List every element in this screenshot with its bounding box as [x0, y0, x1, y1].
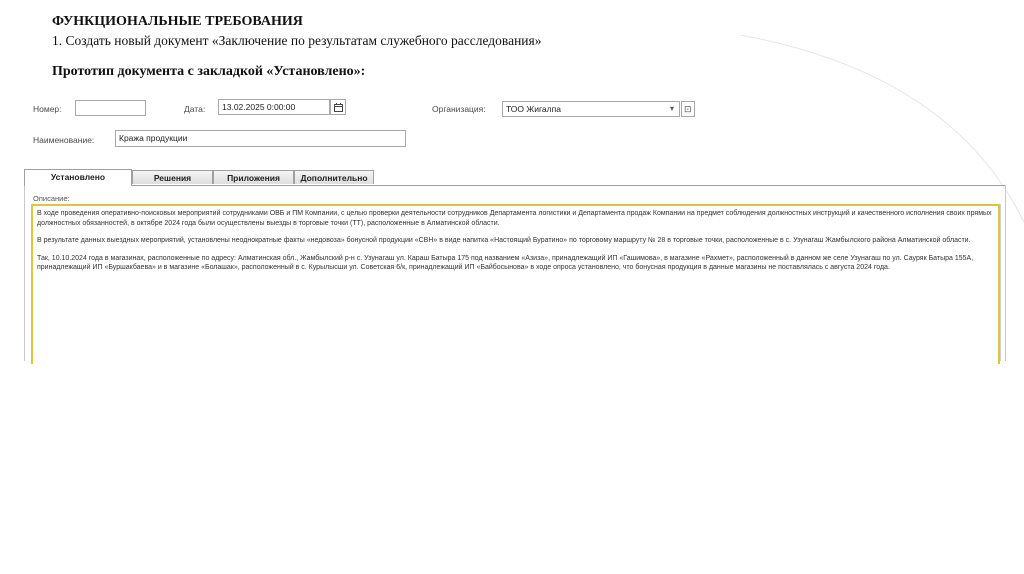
chevron-down-icon[interactable]: ▾: [669, 104, 674, 113]
slide-subheading: Прототип документа с закладкой «Установлено»:: [52, 64, 366, 79]
date-field[interactable]: 13.02.2025 0:00:00: [218, 99, 330, 115]
number-label: Номер:: [33, 104, 62, 114]
name-field[interactable]: Кража продукции: [115, 130, 406, 147]
organization-value: ТОО Жигалпа: [506, 104, 561, 114]
tab-additional[interactable]: Дополнительно: [294, 170, 374, 184]
date-label: Дата:: [184, 104, 206, 114]
tab-decisions[interactable]: Решения: [132, 170, 213, 184]
tab-established[interactable]: Установлено: [24, 169, 132, 186]
description-paragraph: В ходе проведения оперативно-поисковых мероприятий сотрудниками ОВБ и ПМ Компании, с целью проверки деятельности сотрудников Департамента логистики и Департамента продаж Компании на предмет соблюдения должностных инструкций и качественного исполнения своих прямых должностных обязанностей, в октябре 2024 года были осуществлены выезды в торговые точки (ТТ), расположенные в Алматинской области.: [37, 210, 992, 227]
slide-heading: ФУНКЦИОНАЛЬНЫЕ ТРЕБОВАНИЯ: [52, 14, 303, 29]
tab-attachments[interactable]: Приложения: [213, 170, 294, 184]
open-link-icon: ⊡: [684, 104, 692, 114]
tab-bar: [24, 169, 1006, 186]
calendar-icon: [334, 102, 343, 116]
description-label: Описание:: [33, 194, 70, 203]
organization-label: Организация:: [432, 104, 486, 114]
calendar-button[interactable]: [330, 99, 346, 115]
name-label: Наименование:: [33, 135, 95, 145]
description-textarea[interactable]: [31, 204, 1000, 364]
number-field[interactable]: [75, 100, 146, 116]
vertical-scrollbar[interactable]: [1000, 204, 1007, 361]
organization-field[interactable]: [502, 101, 680, 117]
description-paragraph: В результате данных выездных мероприятий, установлены неоднократные факты «недовоза» бонусной продукции «СВН» в виде напитка «Настоящий Буратино» по торговому маршруту № 28 в торговые точки, расположенные в с. Узунагаш Жамбылского района Алматинской области.: [37, 237, 971, 244]
slide-item: 1. Создать новый документ «Заключение по результатам служебного расследования»: [52, 33, 542, 48]
description-paragraph: Так, 10.10.2024 года в магазинах, расположенные по адресу: Алматинская обл., Жамбылский р-н с. Узунагаш ул. Караш Батыра 175 под названием «Азиза», принадлежащий ИП «Гашимова», в магазине «Рахмет», расположенный в данном же селе Узунагаш по ул. Сауряк Батыра 155А, принадлежащий ИП «Буршакбаева» и в магазине «Болашак», расположенный в с. Курылысши ул. Советская 6/к, принадлежащий ИП «Байбосынова» в ходе опроса установлено, что бонусная продукция в данные магазины не поставлялась с августа 2024 года.: [37, 254, 974, 271]
open-organization-button[interactable]: [681, 101, 695, 117]
